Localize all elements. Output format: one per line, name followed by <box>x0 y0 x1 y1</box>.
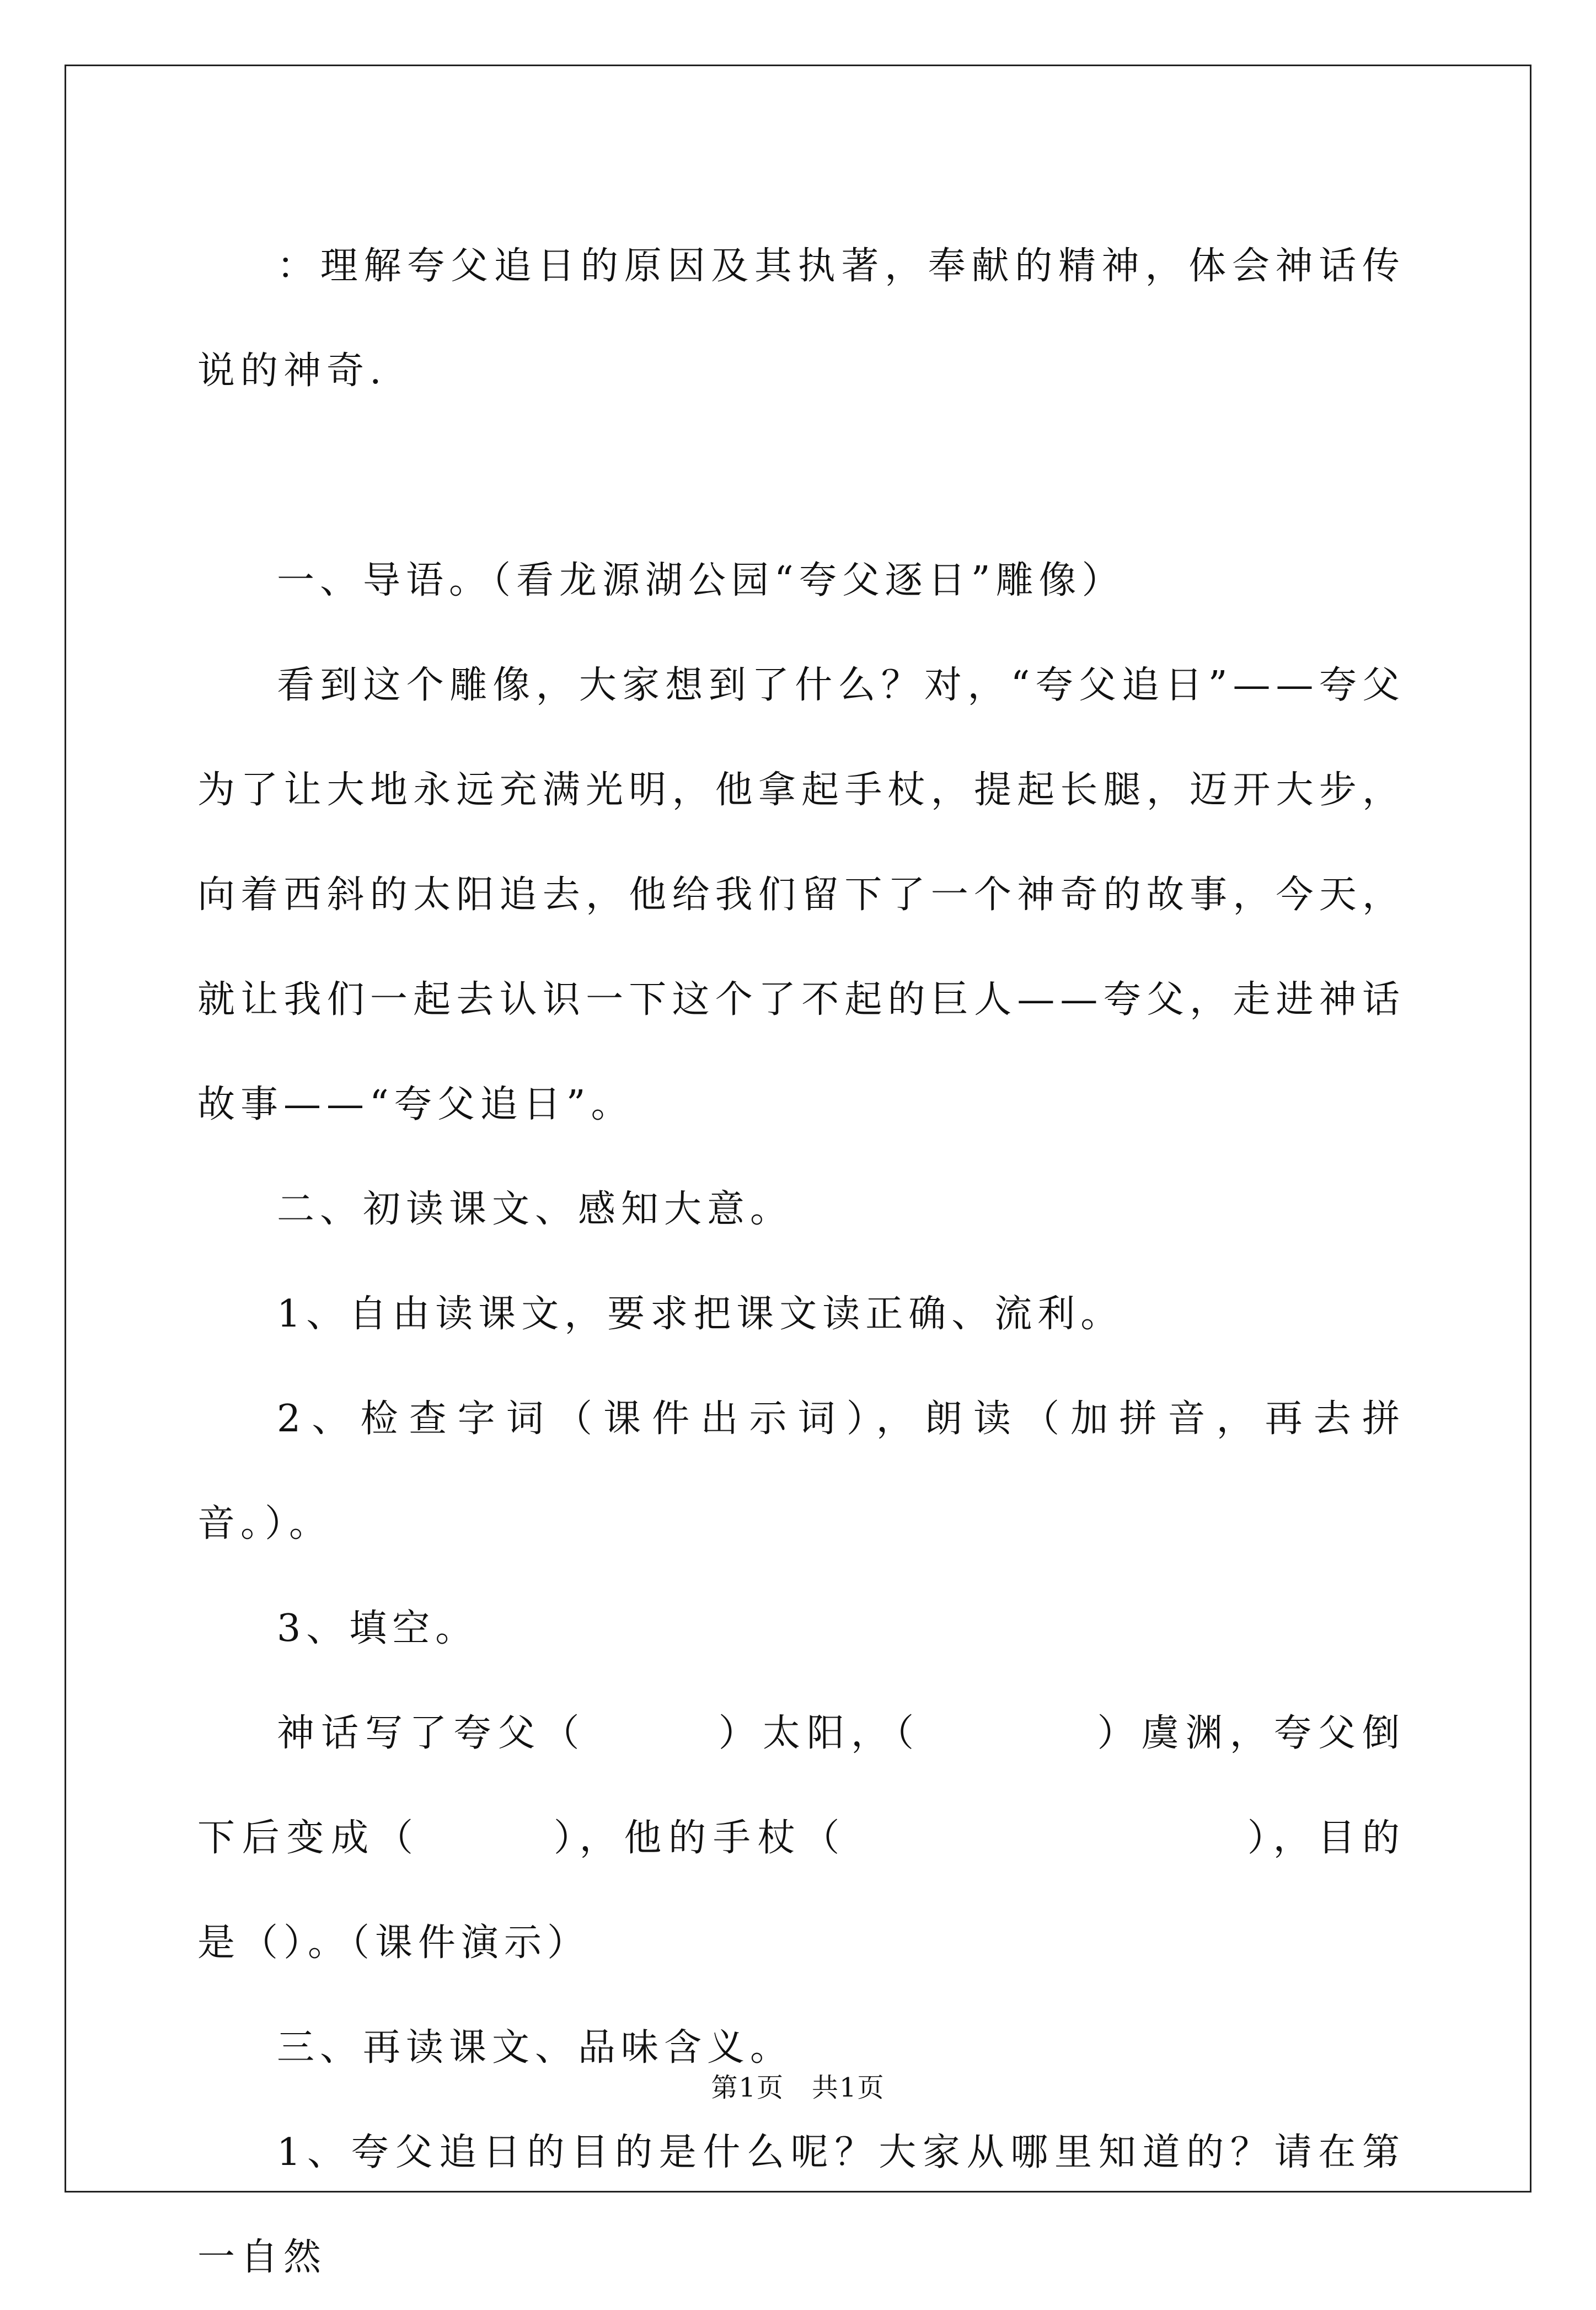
paragraph-step-three: 3、填空。 <box>277 1607 479 1650</box>
paragraph-step-two: 2、检查字词（课件出示词），朗读（加拼音，再去拼音。）。 <box>197 1397 1405 1546</box>
paragraph-step-one: 1、自由读课文，要求把课文读正确、流利。 <box>277 1292 1124 1336</box>
paragraph-intro-text: 看到这个雕像，大家想到了什么？对，“夸父追日”——夸父为了让大地永远充满光明，他拿起手杖，提起长腿，迈开大步，向着西斜的太阳追去，他给我们留下了一个神奇的故事，今天，就让我们一起去认识一下这个了不起的巨人——夸父，走进神话故事——“夸父追日”。 <box>197 664 1405 1126</box>
paragraph-objective: ：理解夸父追日的原因及其执著，奉献的精神，体会神话传说的神奇. <box>197 244 1405 393</box>
document-body <box>197 214 1405 2310</box>
paragraph-question-one: 1、夸父追日的目的是什么呢？大家从哪里知道的？请在第一自然 <box>197 2131 1405 2279</box>
paragraph-fill-blank: 神话写了夸父（ ）太阳，（ ）虞渊，夸父倒下后变成（ ），他的手杖（ ），目的是（）。（课件演示） <box>197 1712 1405 1965</box>
page-footer: 第1页 共1页 <box>711 2072 885 2103</box>
paragraph-section-one-heading: 一、导语。（看龙源湖公园“夸父逐日”雕像） <box>277 559 1125 602</box>
paragraph-section-two-heading: 二、初读课文、感知大意。 <box>277 1188 794 1231</box>
paragraph-section-three-heading: 三、再读课文、品味含义。 <box>277 2026 794 2070</box>
